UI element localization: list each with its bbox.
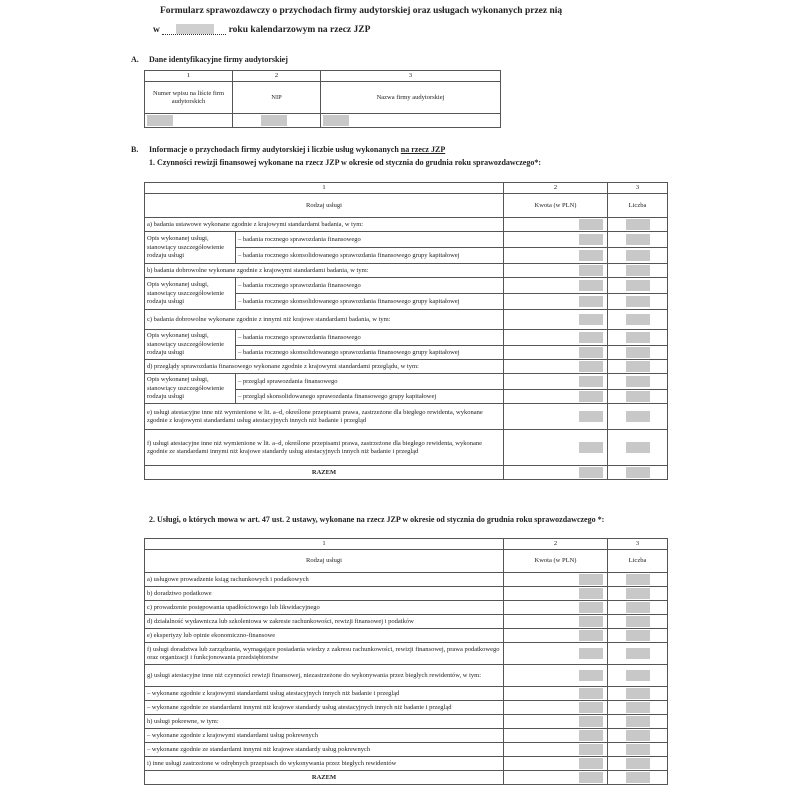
row-label: e) ekspertyzy lub opinie ekonomiczno-finansowe bbox=[145, 629, 504, 643]
row-label: b) doradztwo podatkowe bbox=[145, 587, 504, 601]
count-cell[interactable] bbox=[608, 430, 668, 466]
col-header-registry-number: Numer wpisu na liście firm audytorskich bbox=[145, 82, 233, 114]
count-cell[interactable] bbox=[608, 715, 668, 729]
count-cell[interactable] bbox=[608, 330, 668, 346]
amount-cell[interactable] bbox=[504, 601, 608, 615]
amount-cell[interactable] bbox=[504, 232, 608, 248]
count-cell[interactable] bbox=[608, 310, 668, 330]
sub-label: – badania rocznego skonsolidowanego sprawozdania finansowego grupy kapitałowej bbox=[236, 248, 504, 264]
table-row bbox=[145, 615, 668, 629]
table-row bbox=[145, 665, 668, 687]
table-row bbox=[145, 430, 668, 466]
row-label: – wykonane zgodnie ze standardami innymi niż krajowe standardy usług atestacyjnych innych niż badanie i przegląd bbox=[145, 701, 504, 715]
row-label: – wykonane zgodnie z krajowymi standardami usług atestacyjnych innych niż badanie i przegląd bbox=[145, 687, 504, 701]
amount-cell[interactable] bbox=[504, 701, 608, 715]
total-label: RAZEM bbox=[145, 466, 504, 480]
amount-cell[interactable] bbox=[504, 757, 608, 771]
row-label: e) usługi atestacyjne inne niż wymienione w lit. a–d, określone przepisami prawa, zastrzeżone dla biegłego rewidenta, wykonane zgodnie z krajowymi standardami usług atestacyjnych innych niż badanie i przegląd bbox=[145, 404, 504, 430]
table-row bbox=[145, 729, 668, 743]
count-cell[interactable] bbox=[608, 615, 668, 629]
amount-cell[interactable] bbox=[504, 294, 608, 310]
count-cell[interactable] bbox=[608, 264, 668, 278]
nip-field[interactable] bbox=[233, 114, 321, 128]
count-cell[interactable] bbox=[608, 665, 668, 687]
count-cell[interactable] bbox=[608, 374, 668, 390]
col-number: 1 bbox=[145, 183, 504, 194]
count-cell[interactable] bbox=[608, 687, 668, 701]
col-number: 2 bbox=[504, 183, 608, 194]
sub-label: – przegląd skonsolidowanego sprawozdania finansowego grupy kapitałowej bbox=[236, 390, 504, 404]
sub-label: – badania rocznego sprawozdania finansowego bbox=[236, 330, 504, 346]
col-number: 3 bbox=[608, 539, 668, 550]
table1-heading: 1. Czynności rewizji finansowej wykonane na rzecz JZP w okresie od stycznia do grudnia roku sprawozdawczego*: bbox=[149, 158, 541, 167]
row-label: c) badania dobrowolne wykonane zgodnie z innymi niż krajowe standardami badania, w tym: bbox=[145, 310, 504, 330]
sub-label: – przegląd sprawozdania finansowego bbox=[236, 374, 504, 390]
amount-cell[interactable] bbox=[504, 629, 608, 643]
amount-cell[interactable] bbox=[504, 264, 608, 278]
amount-cell[interactable] bbox=[504, 643, 608, 665]
section-b-title-text: Informacje o przychodach firmy audytorskiej i liczbie usług wykonanych bbox=[149, 145, 399, 154]
amount-cell[interactable] bbox=[504, 615, 608, 629]
table-row bbox=[145, 587, 668, 601]
desc-label: Opis wykonanej usługi, stanowiący uszczegółowienie rodzaju usługi bbox=[145, 374, 236, 404]
form-title-line2 bbox=[153, 24, 370, 35]
count-total-cell[interactable] bbox=[608, 466, 668, 480]
col-header-firm-name: Nazwa firmy audytorskiej bbox=[321, 82, 501, 114]
amount-cell[interactable] bbox=[504, 573, 608, 587]
amount-cell[interactable] bbox=[504, 248, 608, 264]
col-number: 3 bbox=[608, 183, 668, 194]
row-label: i) inne usługi zastrzeżone w odrębnych przepisach do wykonywania przez biegłych rewidentów bbox=[145, 757, 504, 771]
form-title: Formularz sprawozdawczy o przychodach firmy audytorskiej oraz usługach wykonanych przez nią bbox=[160, 6, 563, 16]
table-row bbox=[145, 374, 668, 390]
table-row bbox=[145, 264, 668, 278]
section-a-label: A. bbox=[131, 55, 139, 64]
row-label: a) usługowe prowadzenie ksiąg rachunkowych i podatkowych bbox=[145, 573, 504, 587]
col-header-service-type: Rodzaj usługi bbox=[145, 550, 504, 573]
table2-heading: 2. Usługi, o których mowa w art. 47 ust. 2 ustawy, wykonane na rzecz JZP w okresie od stycznia do grudnia roku sprawozdawczego *: bbox=[149, 515, 605, 524]
title-prefix: w bbox=[153, 25, 160, 35]
row-label: f) usługi atestacyjne inne niż wymienione w lit. a–d, określone przepisami prawa, zastrzeżone dla biegłego rewidenta, wykonane zgodnie ze standardami innymi niż krajowe standardy usług atestacyjnych innych niż badanie i przegląd bbox=[145, 430, 504, 466]
amount-cell[interactable] bbox=[504, 360, 608, 374]
amount-cell[interactable] bbox=[504, 330, 608, 346]
count-cell[interactable] bbox=[608, 587, 668, 601]
row-label: g) usługi atestacyjne inne niż czynności rewizji finansowej, niezastrzeżone do wykonywania przez biegłych rewidentów, w tym: bbox=[145, 665, 504, 687]
col-number: 2 bbox=[504, 539, 608, 550]
amount-cell[interactable] bbox=[504, 715, 608, 729]
count-cell[interactable] bbox=[608, 218, 668, 232]
col-number: 1 bbox=[145, 539, 504, 550]
count-cell[interactable] bbox=[608, 248, 668, 264]
table-row bbox=[145, 701, 668, 715]
amount-cell[interactable] bbox=[504, 346, 608, 360]
count-cell[interactable] bbox=[608, 346, 668, 360]
count-cell[interactable] bbox=[608, 360, 668, 374]
row-label: c) prowadzenie postępowania upadłościowego lub likwidacyjnego bbox=[145, 601, 504, 615]
sub-label: – badania rocznego skonsolidowanego sprawozdania finansowego grupy kapitałowej bbox=[236, 294, 504, 310]
year-field[interactable] bbox=[162, 24, 226, 35]
amount-cell[interactable] bbox=[504, 310, 608, 330]
table-row bbox=[145, 743, 668, 757]
amount-cell[interactable] bbox=[504, 665, 608, 687]
table-row bbox=[145, 218, 668, 232]
count-cell[interactable] bbox=[608, 629, 668, 643]
count-cell[interactable] bbox=[608, 390, 668, 404]
col-number: 2 bbox=[233, 71, 321, 82]
amount-cell[interactable] bbox=[504, 743, 608, 757]
section-b-title-underlined: na rzecz JZP bbox=[400, 145, 446, 154]
registry-number-field[interactable] bbox=[145, 114, 233, 128]
desc-label: Opis wykonanej usługi, stanowiący uszczegółowienie rodzaju usługi bbox=[145, 232, 236, 264]
count-cell[interactable] bbox=[608, 701, 668, 715]
row-label: a) badania ustawowe wykonane zgodnie z krajowymi standardami badania, w tym: bbox=[145, 218, 504, 232]
section-a-title: Dane identyfikacyjne firmy audytorskiej bbox=[149, 55, 288, 64]
col-header-amount: Kwota (w PLN) bbox=[504, 194, 608, 218]
row-label: – wykonane zgodnie z krajowymi standardami usług pokrewnych bbox=[145, 729, 504, 743]
row-label: b) badania dobrowolne wykonane zgodnie z krajowymi standardami badania, w tym: bbox=[145, 264, 504, 278]
count-total-cell[interactable] bbox=[608, 771, 668, 785]
table-row bbox=[145, 573, 668, 587]
row-label: – wykonane zgodnie ze standardami innymi niż krajowe standardy usług pokrewnych bbox=[145, 743, 504, 757]
col-header-count: Liczba bbox=[608, 194, 668, 218]
row-label: d) przeglądy sprawozdania finansowego wykonane zgodnie z krajowymi standardami przeglądu, w tym: bbox=[145, 360, 504, 374]
count-cell[interactable] bbox=[608, 757, 668, 771]
table-row bbox=[145, 757, 668, 771]
amount-cell[interactable] bbox=[504, 404, 608, 430]
amount-cell[interactable] bbox=[504, 218, 608, 232]
table-row bbox=[145, 278, 668, 294]
count-cell[interactable] bbox=[608, 573, 668, 587]
total-row bbox=[145, 466, 668, 480]
row-label: d) działalność wydawnicza lub szkoleniowa w zakresie rachunkowości, rewizji finansowej i podatków bbox=[145, 615, 504, 629]
table-row bbox=[145, 687, 668, 701]
count-cell[interactable] bbox=[608, 643, 668, 665]
total-label: RAZEM bbox=[145, 771, 504, 785]
section-b-label: B. bbox=[131, 145, 139, 154]
col-header-service-type: Rodzaj usługi bbox=[145, 194, 504, 218]
count-cell[interactable] bbox=[608, 404, 668, 430]
amount-cell[interactable] bbox=[504, 390, 608, 404]
firm-name-field[interactable] bbox=[321, 114, 501, 128]
section-b-title bbox=[149, 145, 445, 154]
amount-cell[interactable] bbox=[504, 430, 608, 466]
amount-cell[interactable] bbox=[504, 374, 608, 390]
audit-services-table bbox=[144, 182, 668, 480]
amount-cell[interactable] bbox=[504, 687, 608, 701]
count-cell[interactable] bbox=[608, 743, 668, 757]
sub-label: – badania rocznego sprawozdania finansowego bbox=[236, 232, 504, 248]
table-row bbox=[145, 232, 668, 248]
table-row bbox=[145, 404, 668, 430]
count-cell[interactable] bbox=[608, 232, 668, 248]
identification-table bbox=[144, 70, 501, 128]
amount-cell[interactable] bbox=[504, 587, 608, 601]
desc-label: Opis wykonanej usługi, stanowiący uszczegółowienie rodzaju usługi bbox=[145, 330, 236, 360]
total-row bbox=[145, 771, 668, 785]
table-row bbox=[145, 715, 668, 729]
amount-cell[interactable] bbox=[504, 278, 608, 294]
amount-cell[interactable] bbox=[504, 729, 608, 743]
col-number: 1 bbox=[145, 71, 233, 82]
desc-label: Opis wykonanej usługi, stanowiący uszczegółowienie rodzaju usługi bbox=[145, 278, 236, 310]
amount-total-cell[interactable] bbox=[504, 771, 608, 785]
table-row bbox=[145, 643, 668, 665]
count-cell[interactable] bbox=[608, 294, 668, 310]
title-suffix: roku kalendarzowym na rzecz JZP bbox=[228, 25, 371, 35]
sub-label: – badania rocznego sprawozdania finansowego bbox=[236, 278, 504, 294]
amount-total-cell[interactable] bbox=[504, 466, 608, 480]
table-row bbox=[145, 310, 668, 330]
sub-label: – badania rocznego skonsolidowanego sprawozdania finansowego grupy kapitałowej bbox=[236, 346, 504, 360]
count-cell[interactable] bbox=[608, 278, 668, 294]
row-label: f) usługi doradztwa lub zarządzania, wymagające posiadania wiedzy z zakresu rachunkowości, rewizji finansowej, prawa podatkowego oraz organizacji i funkcjonowania przedsiębiorstw bbox=[145, 643, 504, 665]
col-header-count: Liczba bbox=[608, 550, 668, 573]
col-header-amount: Kwota (w PLN) bbox=[504, 550, 608, 573]
table-row bbox=[145, 601, 668, 615]
table-row bbox=[145, 330, 668, 346]
other-services-table bbox=[144, 538, 668, 785]
row-label: h) usługi pokrewne, w tym: bbox=[145, 715, 504, 729]
count-cell[interactable] bbox=[608, 601, 668, 615]
col-number: 3 bbox=[321, 71, 501, 82]
table-row bbox=[145, 629, 668, 643]
col-header-nip: NIP bbox=[233, 82, 321, 114]
table-row bbox=[145, 360, 668, 374]
count-cell[interactable] bbox=[608, 729, 668, 743]
